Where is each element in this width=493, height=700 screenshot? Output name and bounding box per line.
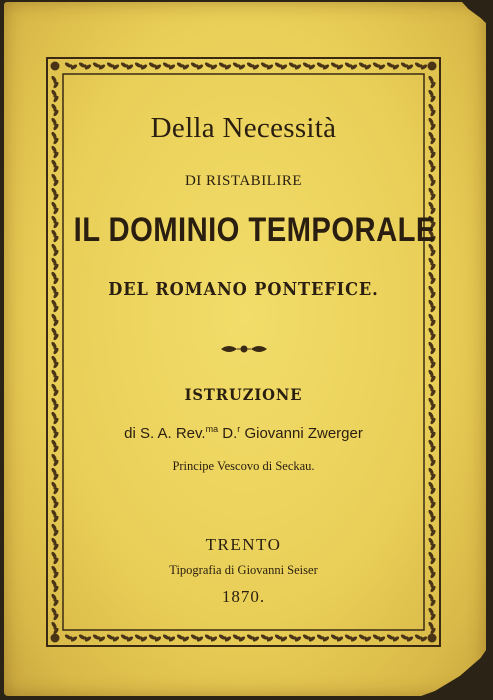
main-title: IL DOMINIO TEMPORALE [73, 211, 436, 249]
author-sup-2: r [237, 424, 241, 434]
author-sup-1: ma [205, 424, 219, 434]
publication-city: TRENTO [205, 535, 282, 554]
author-mid: D. [218, 425, 238, 442]
fleuron-ornament-icon [46, 341, 441, 355]
cover-text [46, 57, 441, 647]
author-name: Giovanni Zwerger [240, 425, 363, 442]
book-cover [4, 2, 486, 696]
title-line-4: DEL ROMANO PONTEFICE. [108, 279, 379, 300]
title-line-2: DI RISTABILIRE [184, 173, 303, 189]
title-line-1: Della Necessità [150, 112, 337, 144]
section-heading: ISTRUZIONE [184, 385, 303, 404]
author-title: Principe Vescovo di Seckau. [172, 459, 315, 473]
printer-name: Tipografia di Giovanni Seiser [169, 563, 318, 577]
author-prefix: di S. A. Rev. [124, 425, 206, 442]
publication-year: 1870. [221, 587, 266, 606]
author-line [46, 424, 441, 442]
